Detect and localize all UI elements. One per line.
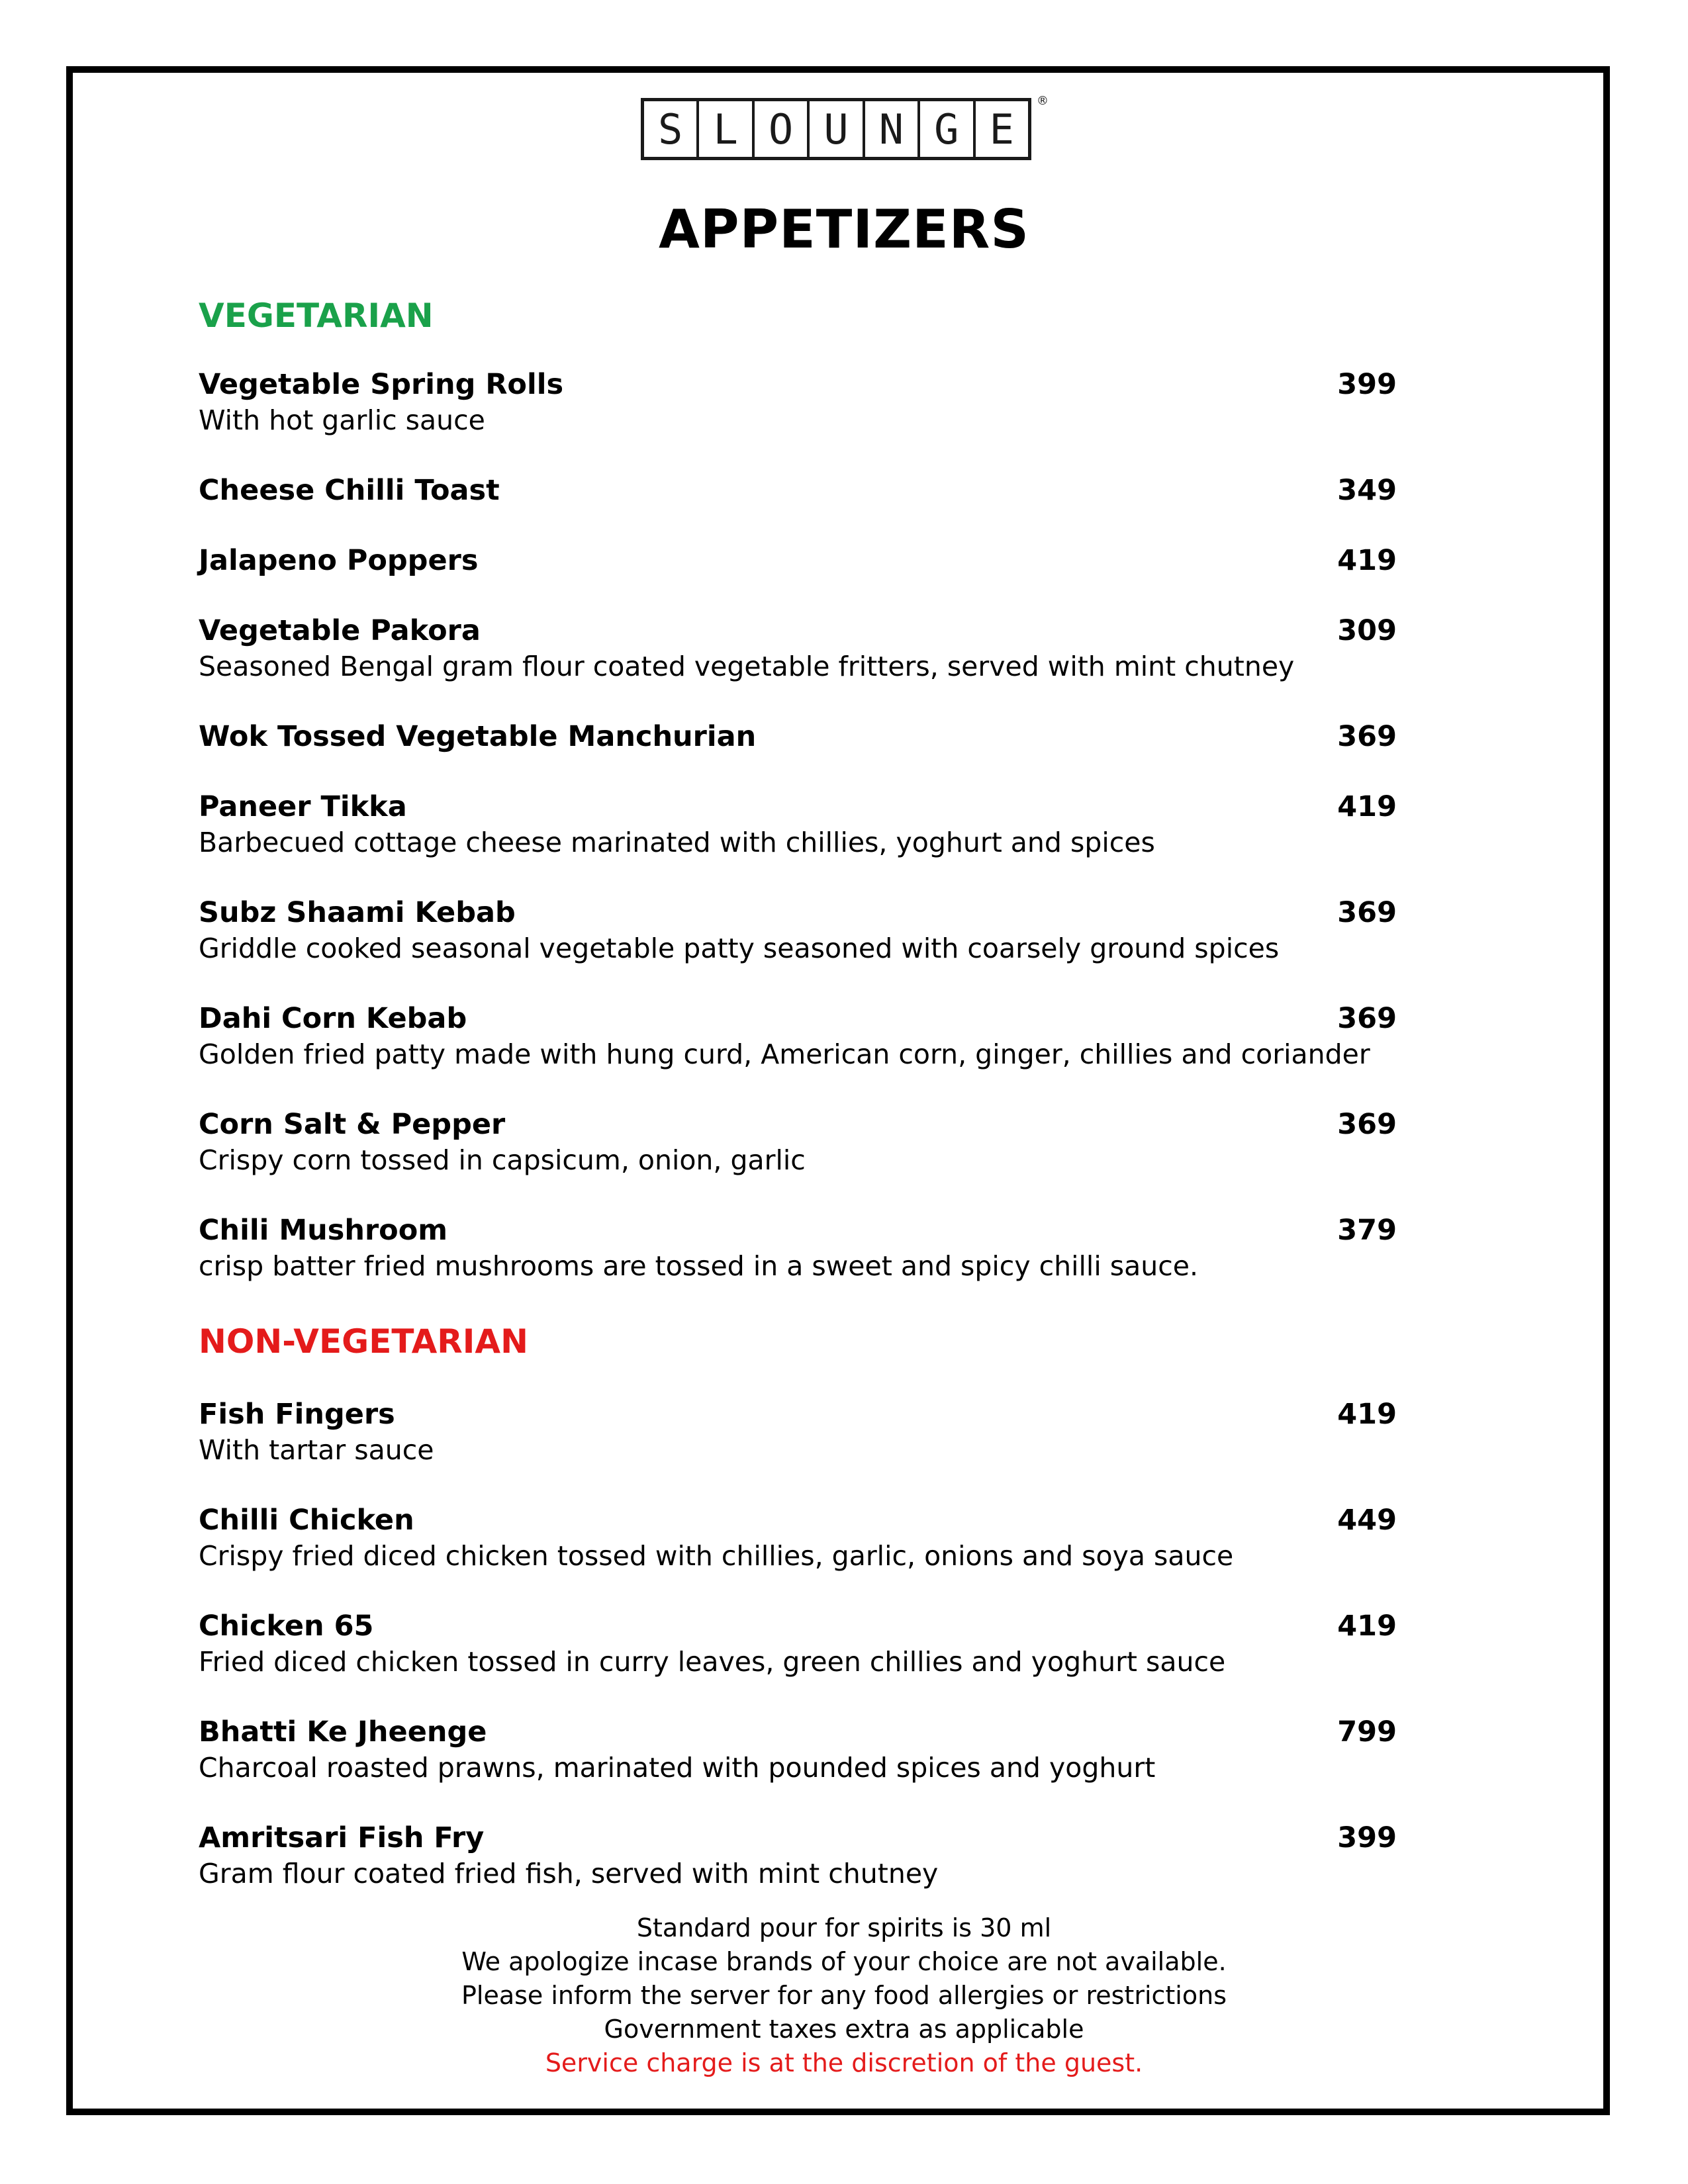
item-description: Barbecued cottage cheese marinated with chillies, yoghurt and spices [199, 827, 1155, 858]
logo-letter: O [755, 101, 810, 157]
footer-line: Standard pour for spirits is 30 ml [636, 1913, 1052, 1942]
item-price: 419 [1337, 544, 1397, 577]
item-name: Jalapeno Poppers [199, 544, 479, 577]
item-name: Dahi Corn Kebab [199, 1002, 467, 1035]
registered-mark: ® [1037, 94, 1049, 108]
logo-letter: N [865, 101, 920, 157]
item-price: 799 [1337, 1715, 1397, 1749]
service-charge-note: Service charge is at the discretion of the guest. [545, 2048, 1143, 2077]
menu-item [199, 473, 1397, 508]
item-description: With tartar sauce [199, 1434, 434, 1466]
section-title-vegetarian: VEGETARIAN [199, 296, 434, 335]
slounge-logo [641, 94, 1049, 160]
item-price: 449 [1337, 1504, 1397, 1537]
menu-item [199, 1212, 1397, 1284]
footer-line: We apologize incase brands of your choice are not available. [461, 1947, 1227, 1976]
item-price: 369 [1337, 720, 1397, 753]
item-name: Chilli Chicken [199, 1504, 414, 1537]
footer-line: Government taxes extra as applicable [604, 2015, 1084, 2044]
item-price: 399 [1337, 1821, 1397, 1854]
item-name: Fish Fingers [199, 1398, 395, 1431]
item-name: Wok Tossed Vegetable Manchurian [199, 720, 757, 753]
item-name: Vegetable Pakora [199, 614, 481, 647]
item-price: 419 [1337, 1398, 1397, 1431]
logo-letter: E [989, 105, 1014, 154]
item-name: Cheese Chilli Toast [199, 474, 500, 507]
menu-item [199, 1396, 1397, 1468]
item-description: crisp batter fried mushrooms are tossed in a sweet and spicy chilli sauce. [199, 1250, 1199, 1282]
item-description: With hot garlic sauce [199, 404, 485, 436]
footer-notes [0, 1911, 1688, 2080]
item-name: Corn Salt & Pepper [199, 1108, 506, 1141]
item-description: Crispy fried diced chicken tossed with chillies, garlic, onions and soya sauce [199, 1540, 1234, 1572]
item-name: Chili Mushroom [199, 1214, 448, 1247]
item-name: Bhatti Ke Jheenge [199, 1715, 487, 1749]
item-description: Fried diced chicken tossed in curry leaves, green chillies and yoghurt sauce [199, 1646, 1226, 1678]
item-price: 399 [1337, 368, 1397, 401]
item-description: Seasoned Bengal gram flour coated vegetable fritters, served with mint chutney [199, 651, 1295, 682]
item-description: Gram flour coated fried fish, served with mint chutney [199, 1858, 939, 1889]
menu-item [199, 543, 1397, 578]
item-price: 419 [1337, 790, 1397, 823]
footer-line: Please inform the server for any food allergies or restrictions [461, 1981, 1227, 2010]
item-price: 419 [1337, 1610, 1397, 1643]
item-name: Chicken 65 [199, 1610, 374, 1643]
item-name: Amritsari Fish Fry [199, 1821, 485, 1854]
menu-item [199, 367, 1397, 438]
item-description: Griddle cooked seasonal vegetable patty seasoned with coarsely ground spices [199, 933, 1280, 964]
section-title-non-vegetarian: NON-VEGETARIAN [199, 1322, 528, 1361]
item-name: Subz Shaami Kebab [199, 896, 516, 929]
item-price: 379 [1337, 1214, 1397, 1247]
menu-item [199, 1502, 1397, 1574]
menu-item [199, 1608, 1397, 1680]
logo-letter: G [920, 101, 975, 157]
item-description: Crispy corn tossed in capsicum, onion, garlic [199, 1144, 806, 1176]
item-description: Charcoal roasted prawns, marinated with pounded spices and yoghurt [199, 1752, 1156, 1784]
menu-item [199, 1714, 1397, 1786]
logo-letter: U [810, 101, 865, 157]
item-price: 369 [1337, 1002, 1397, 1035]
menu-item [199, 613, 1397, 684]
menu-item [199, 1001, 1397, 1072]
menu-item [199, 1107, 1397, 1178]
item-price: 309 [1337, 614, 1397, 647]
logo-letter-boxes [641, 98, 1031, 160]
menu-item [199, 1820, 1397, 1891]
item-price: 349 [1337, 474, 1397, 507]
item-name: Vegetable Spring Rolls [199, 368, 564, 401]
logo-letter: S [644, 101, 699, 157]
item-price: 369 [1337, 896, 1397, 929]
item-description: Golden fried patty made with hung curd, American corn, ginger, chillies and coriander [199, 1038, 1370, 1070]
menu-item [199, 789, 1397, 860]
menu-item [199, 895, 1397, 966]
item-price: 369 [1337, 1108, 1397, 1141]
menu-item [199, 719, 1397, 754]
page-title: APPETIZERS [658, 199, 1030, 260]
item-name: Paneer Tikka [199, 790, 407, 823]
logo-letter: L [699, 101, 754, 157]
